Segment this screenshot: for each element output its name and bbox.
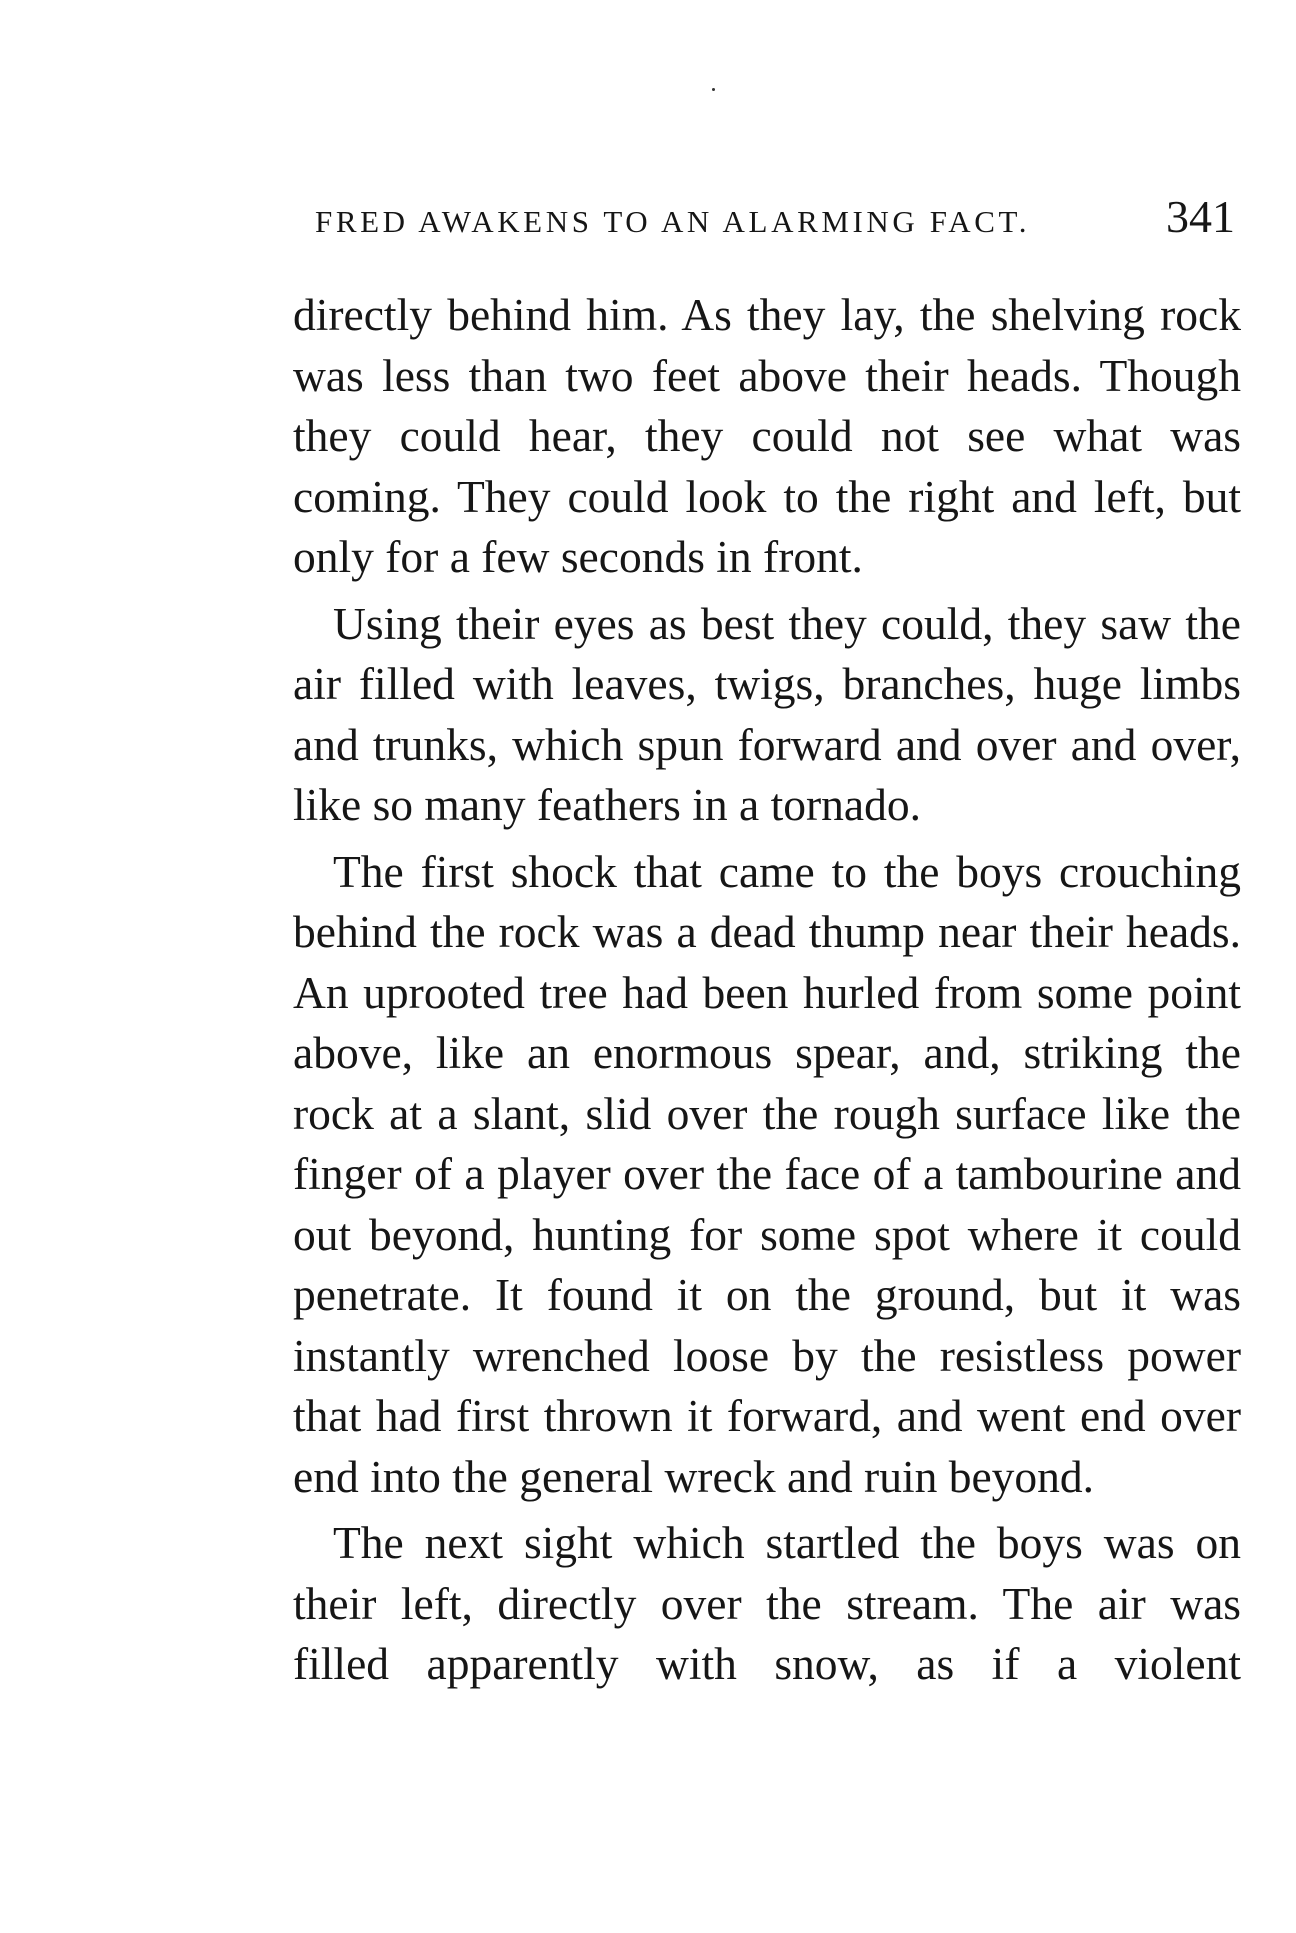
paragraph: The first shock that came to the boys crouching behind the rock was a dead thump near their heads. An uprooted tree had been hurled from some point above, like an enormous spear, and, striking the rock at a slant, slid over the rough surface like the finger of a player over the face of a tambourine and out beyond, hunting for some spot where it could penetrate. It found it on the ground, but it was instantly wrenched loose by the resistless power that had first thrown it forward, and went end over end into the general wreck and ruin beyond. [293, 845, 1241, 1502]
running-head [315, 190, 1235, 250]
page-number: 341 [1166, 191, 1235, 242]
paragraph-continued: directly behind him. As they lay, the shelving rock was less than two feet above their heads. Though they could hear, they could not see what was coming. They could look to the right and left, but only for a few seconds in front. [293, 289, 1241, 582]
print-speck [712, 88, 715, 91]
paragraph: Using their eyes as best they could, they saw the air filled with leaves, twigs, branches, huge limbs and trunks, which spun forward and over and over, like so many feathers in a tornado. [293, 597, 1241, 830]
running-title: FRED AWAKENS TO AN ALARMING FACT. [315, 204, 1031, 239]
paragraph-continues: The next sight which startled the boys was on their left, directly over the stream. The air was filled apparently with snow, as if a violent [293, 1517, 1241, 1689]
body-text [293, 285, 1241, 1701]
